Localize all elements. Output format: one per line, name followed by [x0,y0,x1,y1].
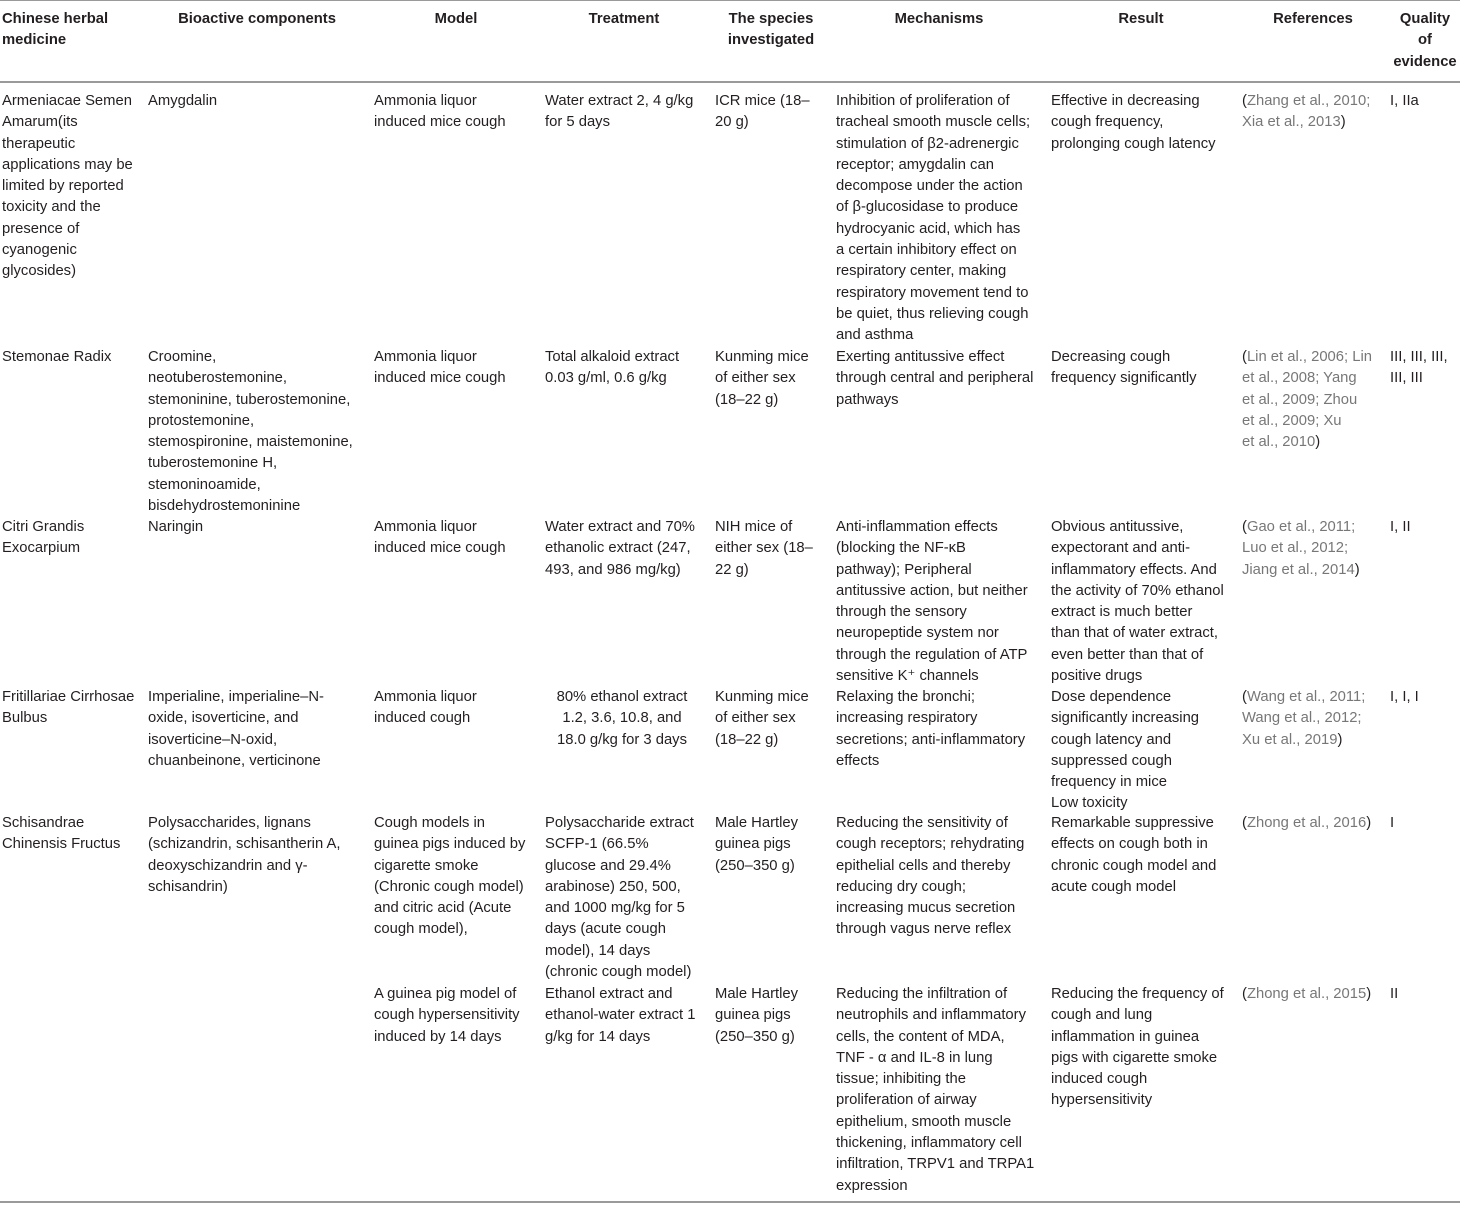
cell-result: Decreasing cough frequency significantly [1051,349,1197,387]
cell-model: A guinea pig model of cough hypersensitivity induced by 14 days [374,986,520,1045]
cell-mechanisms: Anti-inflammation effects (blocking the NF-κB pathway); Peripheral antitussive action, but neither through the sensory neuropeptide system nor through the regulation of ATP sensitive K⁺ channels [836,519,1028,685]
cell-mechanisms: Exerting antitussive effect through central and peripheral pathways [836,349,1034,408]
cell-model: Ammonia liquor induced mice cough [374,349,506,387]
bottom-rule [0,1201,1460,1203]
cell-result: Obvious antitussive, expectorant and anti- inflammatory effects. And the activity of 70% ethanol extract is much better than that of water extract, even better than that of positive drugs [1051,519,1224,685]
cell-result: Reducing the frequency of cough and lung inflammation in guinea pigs with cigarette smoke induced cough hypersensitivity [1051,986,1224,1109]
header-components: Bioactive components [178,11,336,27]
cell-mechanisms: Reducing the sensitivity of cough receptors; rehydrating epithelial cells and thereby reducing dry cough; increasing mucus secretion through vagus nerve reflex [836,815,1025,938]
cell-quality: III, III, III, III, III [1390,349,1448,387]
cell-species: Kunming mice of either sex (18–22 g) [715,689,809,748]
cell-quality: II [1390,986,1399,1002]
reference-link[interactable]: Zhang et al., 2010; Xia et al., 2013 [1242,93,1371,131]
cell-result: Remarkable suppressive effects on cough both in chronic cough model and acute cough model [1051,815,1217,895]
cell-mechanisms: Inhibition of proliferation of tracheal smooth muscle cells; stimulation of β2-adrenergic receptor; amygdalin can decompose under the action of β-glucosidase to produce hydrocyanic acid, which has a certain inhibitory effect on respiratory center, making respiratory movement tend to be quiet, thus relieving cough and asthma [836,93,1031,344]
cell-model: Ammonia liquor induced cough [374,689,477,727]
cell-herb: Schisandrae Chinensis Fructus [2,815,121,853]
cell-species: ICR mice (18– 20 g) [715,93,810,131]
cell-components: Naringin [148,519,204,535]
cell-treatment: Water extract and 70% ethanolic extract (247, 493, and 986 mg/kg) [545,519,695,578]
header-rule [0,81,1460,83]
cell-quality: I, II [1390,519,1411,535]
cell-quality: I [1390,815,1395,831]
cell-references: (Zhang et al., 2010; Xia et al., 2013) [1242,93,1371,131]
reference-link[interactable]: Wang et al., 2011; Wang et al., 2012; Xu et al., 2019 [1242,689,1366,748]
header-treatment: Treatment [588,11,660,27]
cell-model: Ammonia liquor induced mice cough [374,93,506,131]
cell-species: Kunming mice of either sex (18–22 g) [715,349,809,408]
cell-herb: Armeniacae Semen Amarum(its therapeutic applications may be limited by reported toxicity and the presence of cyanogenic glycosides) [2,93,133,280]
cell-mechanisms: Reducing the infiltration of neutrophils and inflammatory cells, the content of MDA, TNF - α and IL-8 in lung tissue; inhibiting the proliferation of airway epithelium, smooth muscle thickening, inflammatory cell infiltration, TRPV1 and TRPA1 expression [836,986,1035,1194]
cell-components: Imperialine, imperialine–N- oxide, isoverticine, and isoverticine–N-oxid, chuanbeinone, verticinone [148,689,324,769]
cell-treatment: Water extract 2, 4 g/kg for 5 days [545,93,694,131]
cell-treatment: 80% ethanol extract 1.2, 3.6, 10.8, and 18.0 g/kg for 3 days [556,689,688,748]
cell-treatment: Total alkaloid extract 0.03 g/ml, 0.6 g/kg [545,349,680,387]
header-result: Result [1118,11,1164,27]
header-mechanisms: Mechanisms [894,11,984,27]
cell-species: NIH mice of either sex (18– 22 g) [715,519,813,578]
cell-result: Dose dependence significantly increasing cough latency and suppressed cough frequency in mice Low toxicity [1051,689,1200,812]
cell-references: (Zhong et al., 2016) [1242,815,1372,831]
cell-species: Male Hartley guinea pigs (250–350 g) [715,986,799,1045]
cell-model: Cough models in guinea pigs induced by cigarette smoke (Chronic cough model) and citric acid (Acute cough model), [374,815,526,938]
cell-components: Croomine, neotuberostemonine, stemoninine, tuberostemonine, protostemonine, stemospironine, maistemonine, tuberostemonine H, stemoninoamide, bisdehydrostemoninine [148,349,353,515]
cell-herb: Stemonae Radix [2,349,112,365]
header-species: The species investigated [727,11,815,49]
cell-species: Male Hartley guinea pigs (250–350 g) [715,815,799,874]
header-model: Model [434,11,478,27]
cell-references: (Wang et al., 2011; Wang et al., 2012; Xu et al., 2019) [1242,689,1366,748]
cell-herb: Fritillariae Cirrhosae Bulbus [2,689,135,727]
cell-treatment: Polysaccharide extract SCFP-1 (66.5% glucose and 29.4% arabinose) 250, 500, and 1000 mg/kg for 5 days (acute cough model), 14 days (chronic cough model) [545,815,694,981]
header-quality: Quality of evidence [1393,11,1457,70]
reference-link[interactable]: Zhong et al., 2015 [1246,986,1367,1002]
cell-quality: I, I, I [1390,689,1419,705]
cell-model: Ammonia liquor induced mice cough [374,519,506,557]
cell-references: (Gao et al., 2011; Luo et al., 2012; Jiang et al., 2014) [1242,519,1360,578]
cell-references: (Zhong et al., 2015) [1242,986,1372,1002]
cell-components: Amygdalin [148,93,218,109]
cell-quality: I, IIa [1390,93,1419,109]
cell-treatment: Ethanol extract and ethanol-water extract 1 g/kg for 14 days [545,986,696,1045]
header-herb: Chinese herbal medicine [2,11,109,49]
reference-link[interactable]: Lin et al., 2006; Lin et al., 2008; Yang et al., 2009; Zhou et al., 2009; Xu et al., 2010 [1242,349,1372,451]
header-references: References [1273,11,1353,27]
cell-result: Effective in decreasing cough frequency, prolonging cough latency [1051,93,1216,152]
cell-components: Polysaccharides, lignans (schizandrin, schisantherin A, deoxyschizandrin and γ- schisandrin) [148,815,341,895]
reference-link[interactable]: Gao et al., 2011; Luo et al., 2012; Jiang et al., 2014 [1242,519,1356,578]
cell-herb: Citri Grandis Exocarpium [2,519,85,557]
cell-references: (Lin et al., 2006; Lin et al., 2008; Yang et al., 2009; Zhou et al., 2009; Xu et al., 2010) [1242,349,1372,451]
top-rule [0,0,1460,1]
cell-mechanisms: Relaxing the bronchi; increasing respiratory secretions; anti-inflammatory effects [836,689,1026,769]
reference-link[interactable]: Zhong et al., 2016 [1246,815,1367,831]
